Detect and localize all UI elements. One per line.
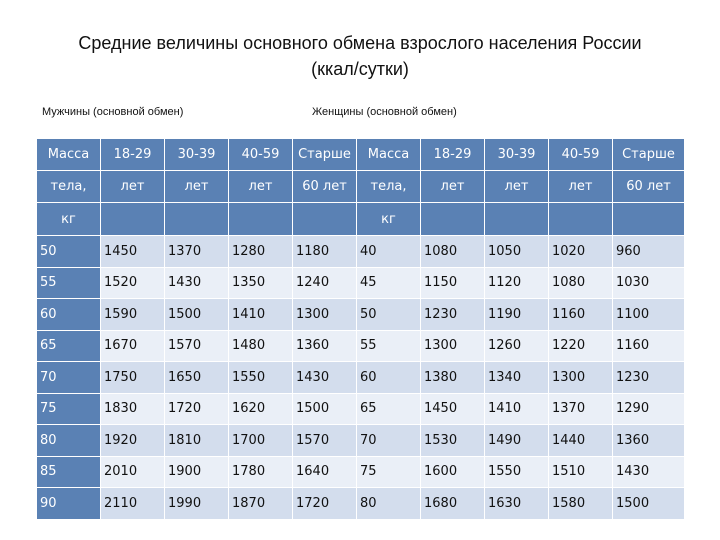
table-cell: 1180 [293, 236, 357, 268]
table-cell: 1870 [229, 488, 293, 520]
table-cell: 1900 [165, 456, 229, 488]
table-cell: 1780 [229, 456, 293, 488]
table-row [37, 456, 685, 488]
table-cell: 65 [357, 393, 421, 425]
header-cell: Масса [357, 139, 421, 171]
table-cell: 40 [357, 236, 421, 268]
table-cell: 1300 [549, 362, 613, 394]
table-cell: 1430 [165, 267, 229, 299]
table-cell: 1520 [101, 267, 165, 299]
table-cell: 1050 [485, 236, 549, 268]
header-cell: лет [101, 171, 165, 203]
table-cell: 1680 [421, 488, 485, 520]
header-cell: 60 лет [293, 171, 357, 203]
table-cell: 1300 [421, 330, 485, 362]
page-title [0, 30, 720, 82]
table-cell: 1720 [293, 488, 357, 520]
table-cell: 1450 [101, 236, 165, 268]
table-cell: 1370 [549, 393, 613, 425]
header-cell: 30-39 [165, 139, 229, 171]
table-cell: 60 [357, 362, 421, 394]
table-cell: 1830 [101, 393, 165, 425]
table-row [37, 236, 685, 268]
table-cell: 2110 [101, 488, 165, 520]
table-cell: 1280 [229, 236, 293, 268]
table-cell: 1500 [613, 488, 685, 520]
mass-cell: 90 [37, 488, 101, 520]
header-cell: кг [37, 203, 101, 236]
header-row [37, 203, 685, 236]
table-cell: 1490 [485, 425, 549, 457]
table-cell: 1600 [421, 456, 485, 488]
header-cell: Масса [37, 139, 101, 171]
mass-cell: 60 [37, 299, 101, 331]
table-row [37, 362, 685, 394]
table-row [37, 393, 685, 425]
table-cell: 1160 [613, 330, 685, 362]
table-cell: 80 [357, 488, 421, 520]
table-cell: 1480 [229, 330, 293, 362]
table-cell: 1410 [229, 299, 293, 331]
header-cell [229, 203, 293, 236]
header-cell [165, 203, 229, 236]
mass-cell: 55 [37, 267, 101, 299]
table-cell: 1150 [421, 267, 485, 299]
table-cell: 1720 [165, 393, 229, 425]
header-cell: лет [485, 171, 549, 203]
table-cell: 960 [613, 236, 685, 268]
table-cell: 70 [357, 425, 421, 457]
table-row [37, 330, 685, 362]
header-cell: Старше [293, 139, 357, 171]
title-line-1: Средние величины основного обмена взрослого населения России [78, 33, 642, 53]
table-cell: 1340 [485, 362, 549, 394]
header-cell: Старше [613, 139, 685, 171]
table-cell: 1260 [485, 330, 549, 362]
title-line-2: (ккал/сутки) [311, 59, 409, 79]
table-cell: 1230 [421, 299, 485, 331]
table-cell: 1120 [485, 267, 549, 299]
header-cell: тела, [357, 171, 421, 203]
header-cell: лет [165, 171, 229, 203]
header-cell: 40-59 [229, 139, 293, 171]
subheader-men: Мужчины (основной обмен) [42, 106, 184, 118]
table-cell: 1360 [613, 425, 685, 457]
table-cell: 55 [357, 330, 421, 362]
table-cell: 1580 [549, 488, 613, 520]
table-cell: 1410 [485, 393, 549, 425]
table-cell: 1190 [485, 299, 549, 331]
mass-cell: 75 [37, 393, 101, 425]
header-cell: кг [357, 203, 421, 236]
header-cell: 60 лет [613, 171, 685, 203]
table-cell: 1300 [293, 299, 357, 331]
table-cell: 1380 [421, 362, 485, 394]
table-row [37, 299, 685, 331]
header-cell [293, 203, 357, 236]
header-cell: тела, [37, 171, 101, 203]
header-cell: лет [229, 171, 293, 203]
table-row [37, 425, 685, 457]
table-body [37, 236, 685, 520]
header-cell: 18-29 [101, 139, 165, 171]
table-cell: 1700 [229, 425, 293, 457]
mass-cell: 70 [37, 362, 101, 394]
header-cell: лет [421, 171, 485, 203]
header-cell [485, 203, 549, 236]
table-cell: 1550 [485, 456, 549, 488]
table-cell: 1530 [421, 425, 485, 457]
header-cell: 40-59 [549, 139, 613, 171]
header-cell [101, 203, 165, 236]
table-cell: 1640 [293, 456, 357, 488]
table-cell: 1990 [165, 488, 229, 520]
header-cell: 18-29 [421, 139, 485, 171]
table-cell: 1500 [293, 393, 357, 425]
table-cell: 1570 [293, 425, 357, 457]
metabolism-table [36, 138, 685, 520]
header-cell [549, 203, 613, 236]
table-cell: 1630 [485, 488, 549, 520]
header-row [37, 139, 685, 171]
table-cell: 1570 [165, 330, 229, 362]
header-row [37, 171, 685, 203]
table-cell: 1020 [549, 236, 613, 268]
table-cell: 1360 [293, 330, 357, 362]
mass-cell: 80 [37, 425, 101, 457]
table-cell: 1620 [229, 393, 293, 425]
table-cell: 1450 [421, 393, 485, 425]
table-cell: 75 [357, 456, 421, 488]
table-cell: 50 [357, 299, 421, 331]
mass-cell: 85 [37, 456, 101, 488]
table-cell: 1240 [293, 267, 357, 299]
table-cell: 1440 [549, 425, 613, 457]
table-cell: 1810 [165, 425, 229, 457]
table-cell: 1430 [293, 362, 357, 394]
table-cell: 1750 [101, 362, 165, 394]
table-cell: 45 [357, 267, 421, 299]
header-cell: лет [549, 171, 613, 203]
table-cell: 1670 [101, 330, 165, 362]
mass-cell: 65 [37, 330, 101, 362]
subheader-women: Женщины (основной обмен) [312, 106, 457, 118]
table-cell: 2010 [101, 456, 165, 488]
table-cell: 1920 [101, 425, 165, 457]
table-cell: 1080 [421, 236, 485, 268]
table-cell: 1650 [165, 362, 229, 394]
table-cell: 1350 [229, 267, 293, 299]
table-row [37, 488, 685, 520]
mass-cell: 50 [37, 236, 101, 268]
table-cell: 1510 [549, 456, 613, 488]
table-cell: 1590 [101, 299, 165, 331]
header-cell [613, 203, 685, 236]
table-cell: 1080 [549, 267, 613, 299]
table-cell: 1030 [613, 267, 685, 299]
table-row [37, 267, 685, 299]
table-cell: 1370 [165, 236, 229, 268]
table-header [37, 139, 685, 236]
table-cell: 1290 [613, 393, 685, 425]
table-cell: 1220 [549, 330, 613, 362]
table-cell: 1160 [549, 299, 613, 331]
header-cell [421, 203, 485, 236]
table-cell: 1230 [613, 362, 685, 394]
header-cell: 30-39 [485, 139, 549, 171]
table-cell: 1430 [613, 456, 685, 488]
table-cell: 1100 [613, 299, 685, 331]
table-cell: 1500 [165, 299, 229, 331]
table-cell: 1550 [229, 362, 293, 394]
